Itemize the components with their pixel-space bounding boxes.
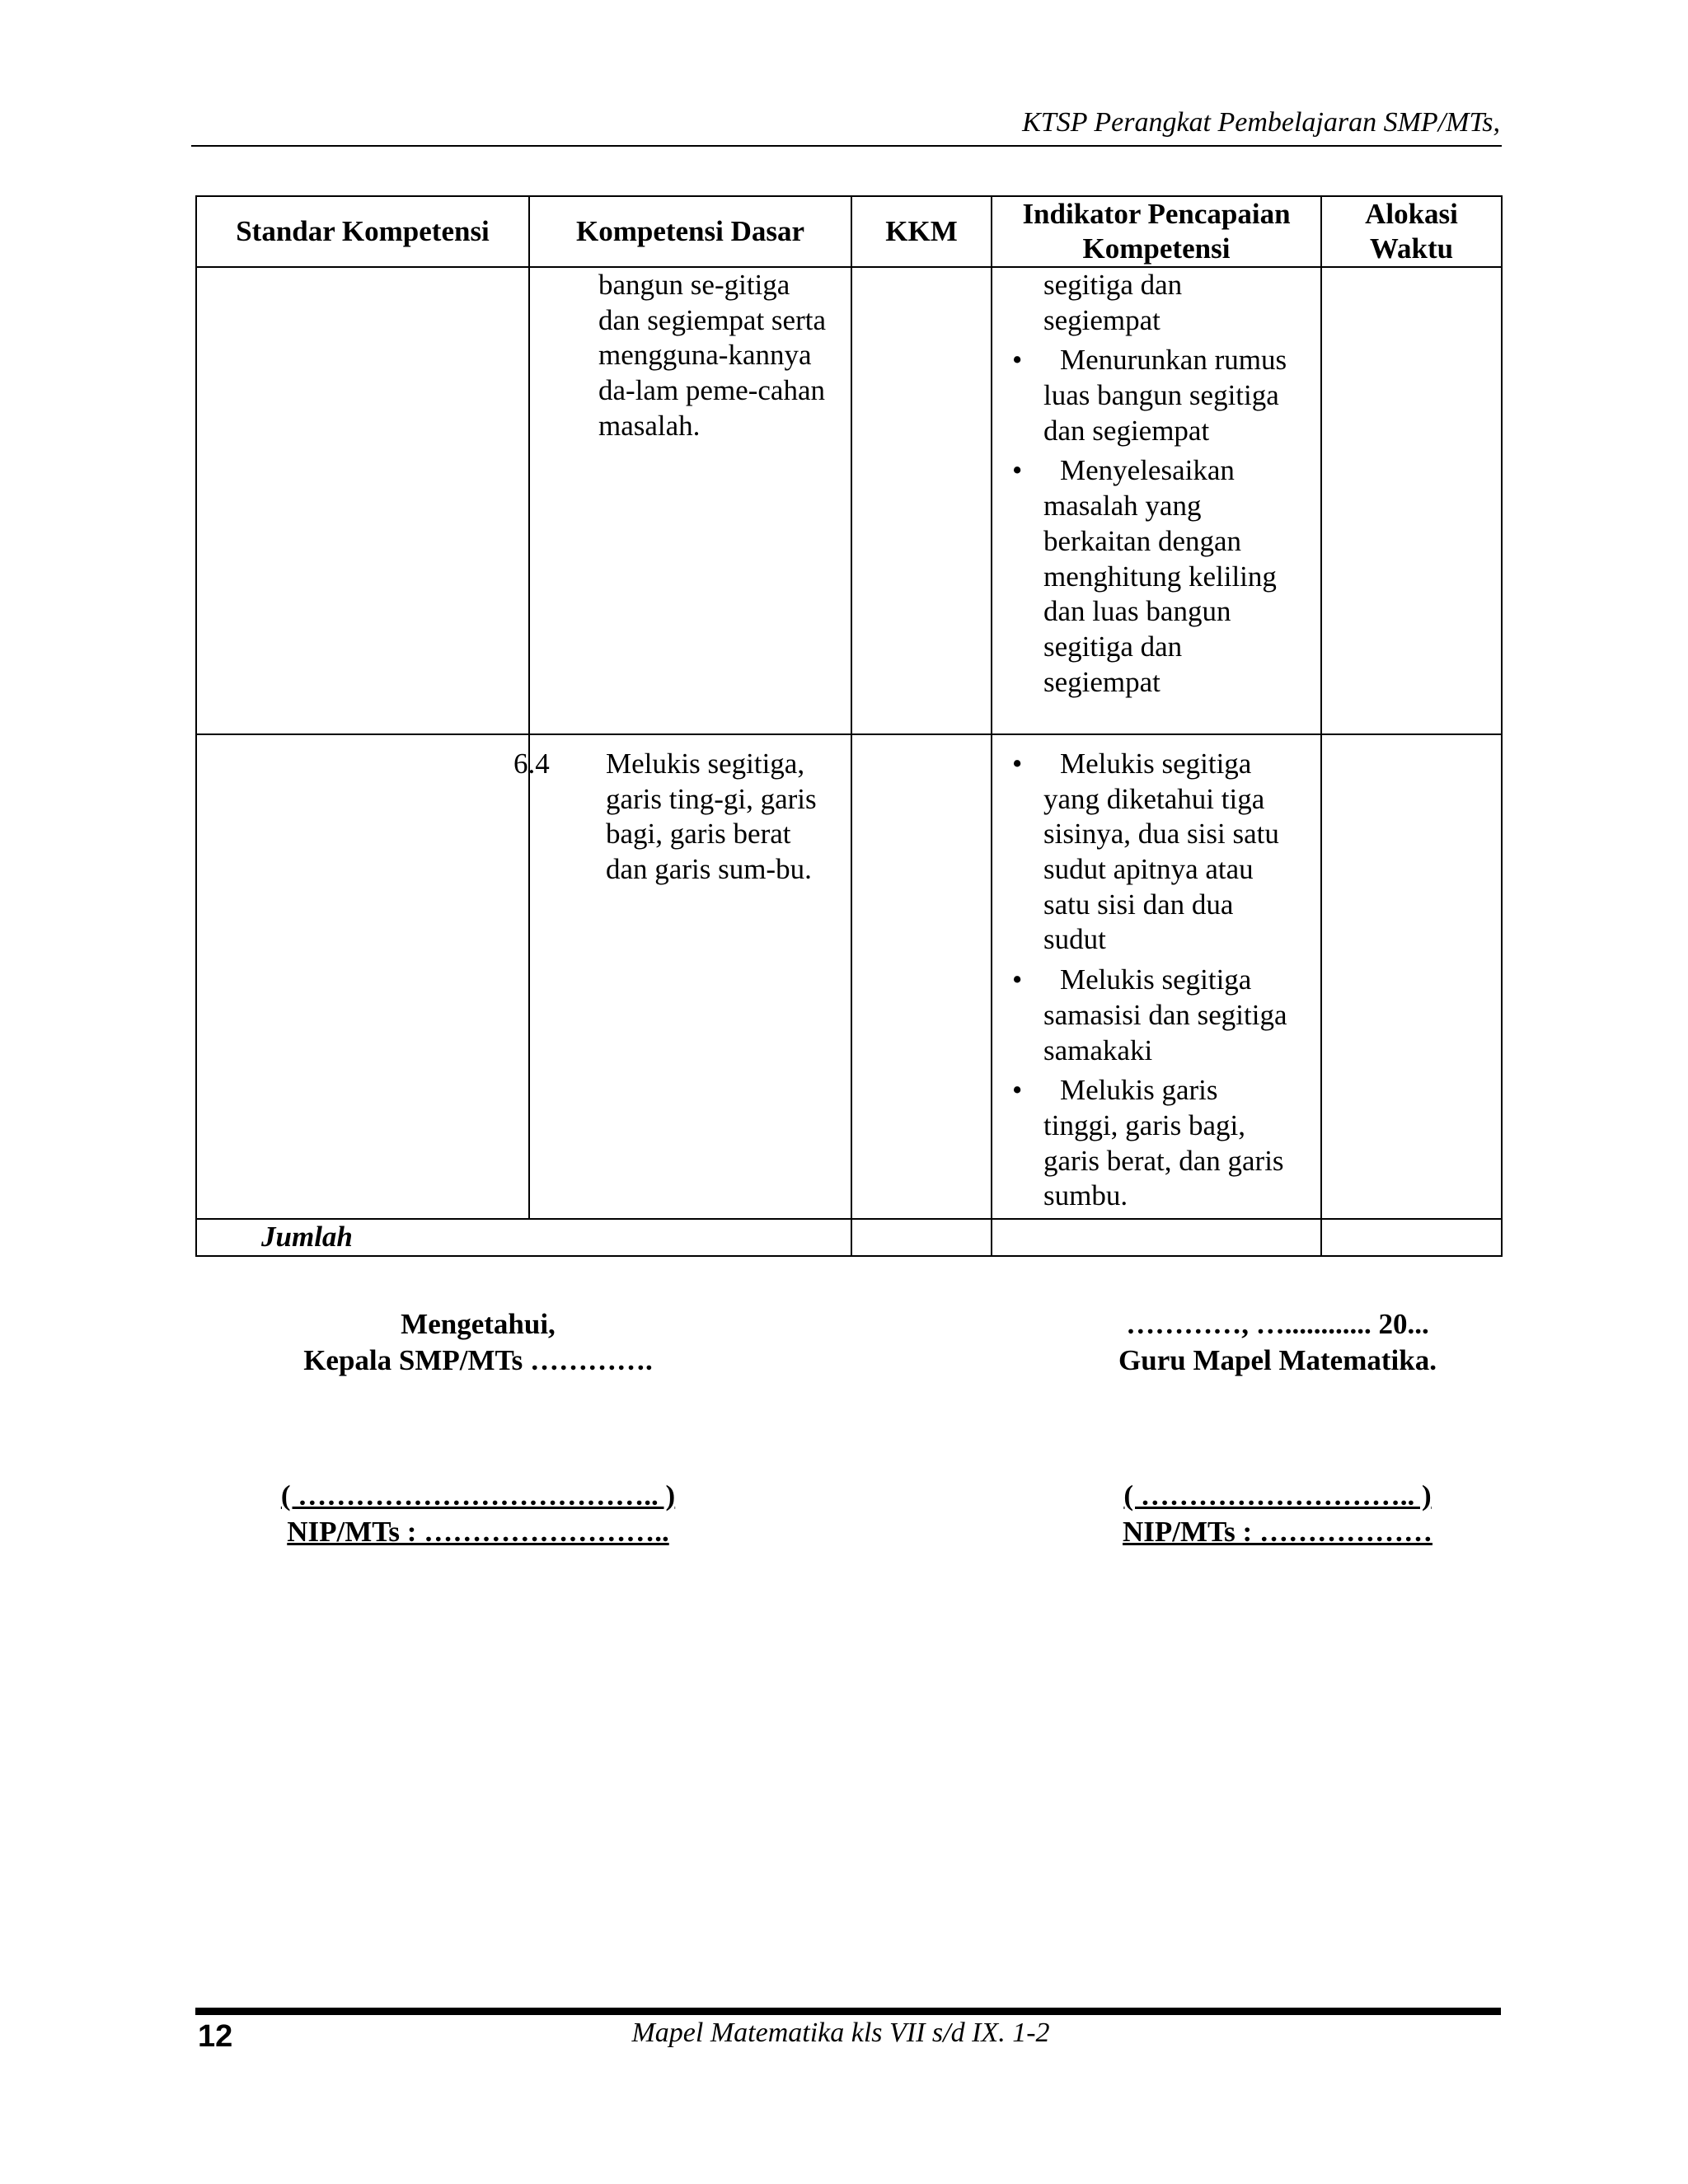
bullet-text: segitiga dan <box>1043 630 1183 663</box>
kd-line: da-lam peme-cahan <box>598 374 825 407</box>
bullet-text: Menyelesaikan <box>1060 454 1235 487</box>
bullet-icon: • <box>1012 1074 1023 1107</box>
bullet-text: dan luas bangun <box>1043 595 1231 628</box>
bullet-icon: • <box>1012 748 1023 780</box>
kd-number: 6.4 <box>513 748 550 780</box>
kd-line: dan garis sum-bu. <box>606 853 812 886</box>
bullet-text: luas bangun segitiga <box>1043 379 1279 412</box>
cell-total-alokasi <box>1321 1219 1502 1256</box>
kd-line: garis ting-gi, garis <box>606 782 817 815</box>
cell-kkm <box>851 734 992 1219</box>
cell-standar <box>196 267 529 734</box>
kd-line <box>513 747 834 782</box>
indikator-continuation: segiempat <box>1043 303 1160 336</box>
indikator-list <box>1009 343 1301 700</box>
running-header: KTSP Perangkat Pembelajaran SMP/MTs, <box>1022 107 1500 138</box>
signature-block-teacher <box>1071 1306 1484 1379</box>
bullet-icon: • <box>1012 344 1023 377</box>
bullet-text: Menurunkan rumus <box>1060 344 1287 377</box>
signature-name: ( ……………………………….. ) <box>280 1479 676 1511</box>
kd-line: dan segiempat serta <box>598 303 827 336</box>
cell-kompetensi-dasar <box>513 734 851 1219</box>
list-item <box>1009 453 1301 700</box>
total-label: Jumlah <box>196 1219 851 1256</box>
bullet-text: samasisi dan segitiga <box>1043 998 1287 1031</box>
list-item <box>1009 963 1301 1068</box>
column-header-indikator: Indikator Pencapaian Kompetensi <box>992 196 1321 267</box>
signature-name: ( ……………………….. ) <box>1123 1479 1432 1511</box>
bullet-text: sudut <box>1043 923 1106 956</box>
signature-name-teacher <box>1071 1478 1484 1550</box>
cell-kompetensi-dasar <box>529 267 851 734</box>
cell-standar <box>196 734 529 1219</box>
column-header-kkm: KKM <box>851 196 992 267</box>
cell-kkm <box>851 267 992 734</box>
indikator-list <box>1009 747 1301 1214</box>
cell-total-indikator <box>992 1219 1321 1256</box>
indikator-continuation: segitiga dan <box>1043 269 1183 301</box>
bullet-text: berkaitan dengan <box>1043 524 1242 557</box>
signature-line: …………, …............ 20... <box>1126 1308 1429 1340</box>
column-header-alokasi: Alokasi Waktu <box>1321 196 1502 267</box>
bullet-text: yang diketahui tiga <box>1043 782 1265 815</box>
table-total-row <box>196 1219 1502 1256</box>
kd-line: masalah. <box>598 409 701 442</box>
signature-line: Mengetahui, <box>401 1308 556 1340</box>
header-rule <box>191 145 1502 147</box>
table-row <box>196 734 1502 1219</box>
page-number: 12 <box>198 2019 233 2054</box>
bullet-text: samakaki <box>1043 1033 1153 1066</box>
cell-alokasi <box>1321 734 1502 1219</box>
kd-line: bagi, garis berat <box>606 818 791 851</box>
bullet-text: garis berat, dan garis <box>1043 1144 1284 1177</box>
column-header-standar: Standar Kompetensi <box>196 196 529 267</box>
table-row <box>196 267 1502 734</box>
kd-line: bangun se-gitiga <box>598 269 790 301</box>
cell-total-kkm <box>851 1219 992 1256</box>
signature-nip: NIP/MTs : ……………… <box>1123 1515 1432 1548</box>
signature-name-principal <box>247 1478 709 1550</box>
list-item <box>1009 1073 1301 1214</box>
signature-line: Guru Mapel Matematika. <box>1118 1343 1437 1376</box>
cell-indikator <box>992 267 1321 734</box>
bullet-icon: • <box>1012 963 1023 996</box>
bullet-text: dan segiempat <box>1043 414 1210 447</box>
column-header-kompetensi-dasar: Kompetensi Dasar <box>529 196 851 267</box>
kd-line: mengguna-kannya <box>598 339 812 372</box>
bullet-text: segiempat <box>1043 665 1160 698</box>
bullet-text: sisinya, dua sisi satu <box>1043 818 1279 851</box>
kd-line-text: Melukis segitiga, <box>606 748 805 780</box>
bullet-icon: • <box>1012 454 1023 487</box>
footer-rule <box>195 2008 1501 2015</box>
bullet-text: sudut apitnya atau <box>1043 853 1254 886</box>
signature-block-principal <box>247 1306 709 1379</box>
list-item <box>1009 747 1301 958</box>
bullet-text: Melukis garis <box>1060 1074 1218 1107</box>
bullet-text: masalah yang <box>1043 490 1202 523</box>
footer-title: Mapel Matematika kls VII s/d IX. 1-2 <box>631 2018 1050 2048</box>
signature-nip: NIP/MTs : …………………….. <box>287 1515 669 1548</box>
cell-alokasi <box>1321 267 1502 734</box>
bullet-text: Melukis segitiga <box>1060 748 1252 780</box>
bullet-text: tinggi, garis bagi, <box>1043 1108 1245 1141</box>
cell-indikator <box>992 734 1321 1219</box>
list-item <box>1009 343 1301 448</box>
table-header-row <box>196 196 1502 267</box>
competency-table <box>195 195 1503 1257</box>
bullet-text: satu sisi dan dua <box>1043 888 1234 921</box>
signature-line: Kepala SMP/MTs …………. <box>303 1343 653 1376</box>
bullet-text: Melukis segitiga <box>1060 963 1252 996</box>
bullet-text: sumbu. <box>1043 1179 1128 1212</box>
bullet-text: menghitung keliling <box>1043 560 1277 593</box>
